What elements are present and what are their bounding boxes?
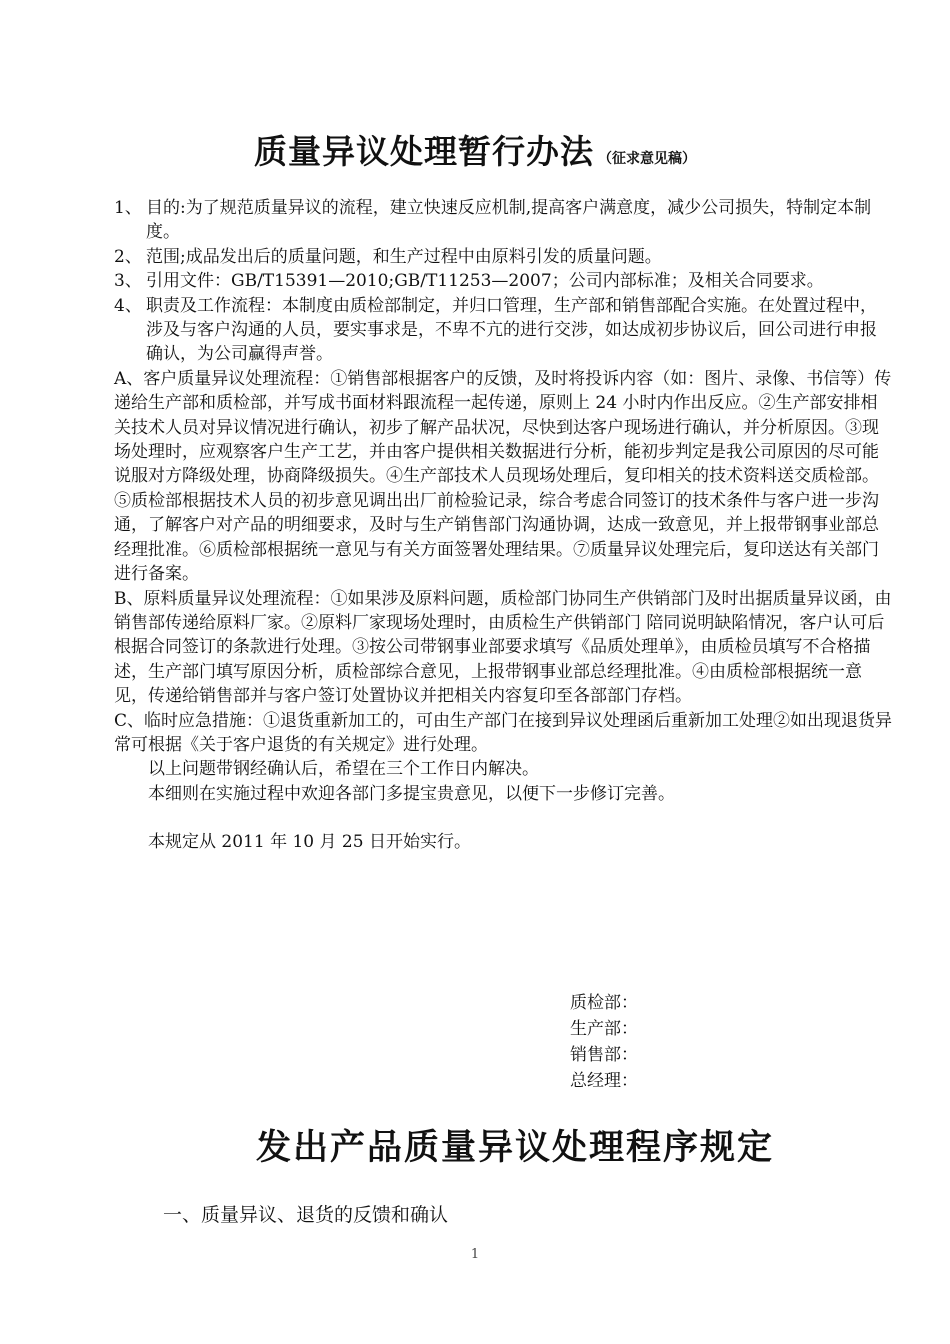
paragraph-a: A、客户质量异议处理流程：①销售部根据客户的反馈，及时将投诉内容（如：图片、录像、书信等）传递给生产部和质检部，并写成书面材料跟流程一起传递，原则上 24 小时内作出反应。②生产部安排相关技术人员对异议情况进行确认，初步了解产品状况，尽快到达客户现场进行确认，并分析原因。③现场处理时，应观察客户生产工艺，并由客户提供相关数据进行分析，能初步判定是我公司原因的尽可能说服对方降级处理，协商降级损失。④生产部技术人员现场处理后，复印相关的技术资料送交质检部。⑤质检部根据技术人员的初步意见调出出厂前检验记录，综合考虑合同签订的技术条件与客户进一步沟通，了解客户对产品的明细要求，及时与生产销售部门沟通协调，达成一致意见，并上报带钢事业部总经理批准。⑥质检部根据统一意见与有关方面签署处理结果。⑦质量异议处理完后，复印送达有关部门进行备案。 [114, 368, 892, 585]
signature-line: 生产部： [570, 1019, 638, 1039]
item-text: 职责及工作流程：本制度由质检部制定，并归口管理，生产部和销售部配合实施。在处置过程中，涉及与客户沟通的人员，要实事求是，不卑不亢的进行交涉，如达成初步协议后，回公司进行申报确认，为公司赢得声誉。 [146, 295, 877, 365]
signature-line: 质检部： [570, 993, 638, 1013]
signature-line: 销售部： [570, 1045, 638, 1065]
item-text: 范围;成品发出后的质量问题，和生产过程中由原料引发的质量问题。 [146, 246, 662, 267]
title-text: 质量异议处理暂行办法 [254, 132, 594, 171]
paragraph-b: B、原料质量异议处理流程：①如果涉及原料问题，质检部门协同生产供销部门及时出据质量异议函，由销售部传递给原料厂家。②原料厂家现场处理时，由质检生产供销部门 陪同说明缺陷情况，客户认可后根据合同签订的条款进行处理。③按公司带钢事业部要求填写《品质处理单》，由质检员填写不合格描述，生产部门填写原因分析，质检部综合意见，上报带钢事业部总经理批准。④由质检部根据统一意见，传递给销售部并与客户签订处置协议并把相关内容复印至各部部门存档。 [114, 588, 892, 707]
item-text: 引用文件：GB/T15391—2010;GB/T11253—2007；公司内部标准；及相关合同要求。 [146, 271, 824, 292]
closing-line-2: 本细则在实施过程中欢迎各部门多提宝贵意见，以便下一步修订完善。 [148, 783, 675, 804]
item-text: 目的:为了规范质量异议的流程，建立快速反应机制,提高客户满意度，减少公司损失，特制定本制度。 [146, 198, 872, 243]
list-item [114, 245, 892, 269]
item-number: 4、 [114, 295, 142, 316]
document-title [0, 126, 950, 173]
closing-line-1: 以上问题带钢经确认后，希望在三个工作日内解决。 [148, 759, 539, 780]
list-item [114, 196, 892, 245]
signature-line: 总经理： [570, 1071, 638, 1091]
document-body [114, 196, 892, 855]
section-heading: 一、质量异议、退货的反馈和确认 [163, 1204, 449, 1226]
paragraph-c: C、临时应急措施：①退货重新加工的，可由生产部门在接到异议处理函后重新加工处理②如出现退货异常可根据《关于客户退货的有关规定》进行处理。 [114, 710, 893, 755]
list-item [114, 269, 892, 293]
item-number: 3、 [114, 271, 142, 292]
page-number: 1 [470, 1247, 480, 1262]
list-item [114, 294, 892, 367]
item-number: 2、 [114, 246, 142, 267]
title-note: （征求意见稿） [598, 151, 696, 167]
item-number: 1、 [114, 198, 142, 218]
effective-date: 本规定从 2011 年 10 月 25 日开始实行。 [148, 832, 471, 853]
signature-block [570, 990, 638, 1094]
spacer [114, 806, 892, 830]
second-title: 发出产品质量异议处理程序规定 [255, 1128, 774, 1168]
